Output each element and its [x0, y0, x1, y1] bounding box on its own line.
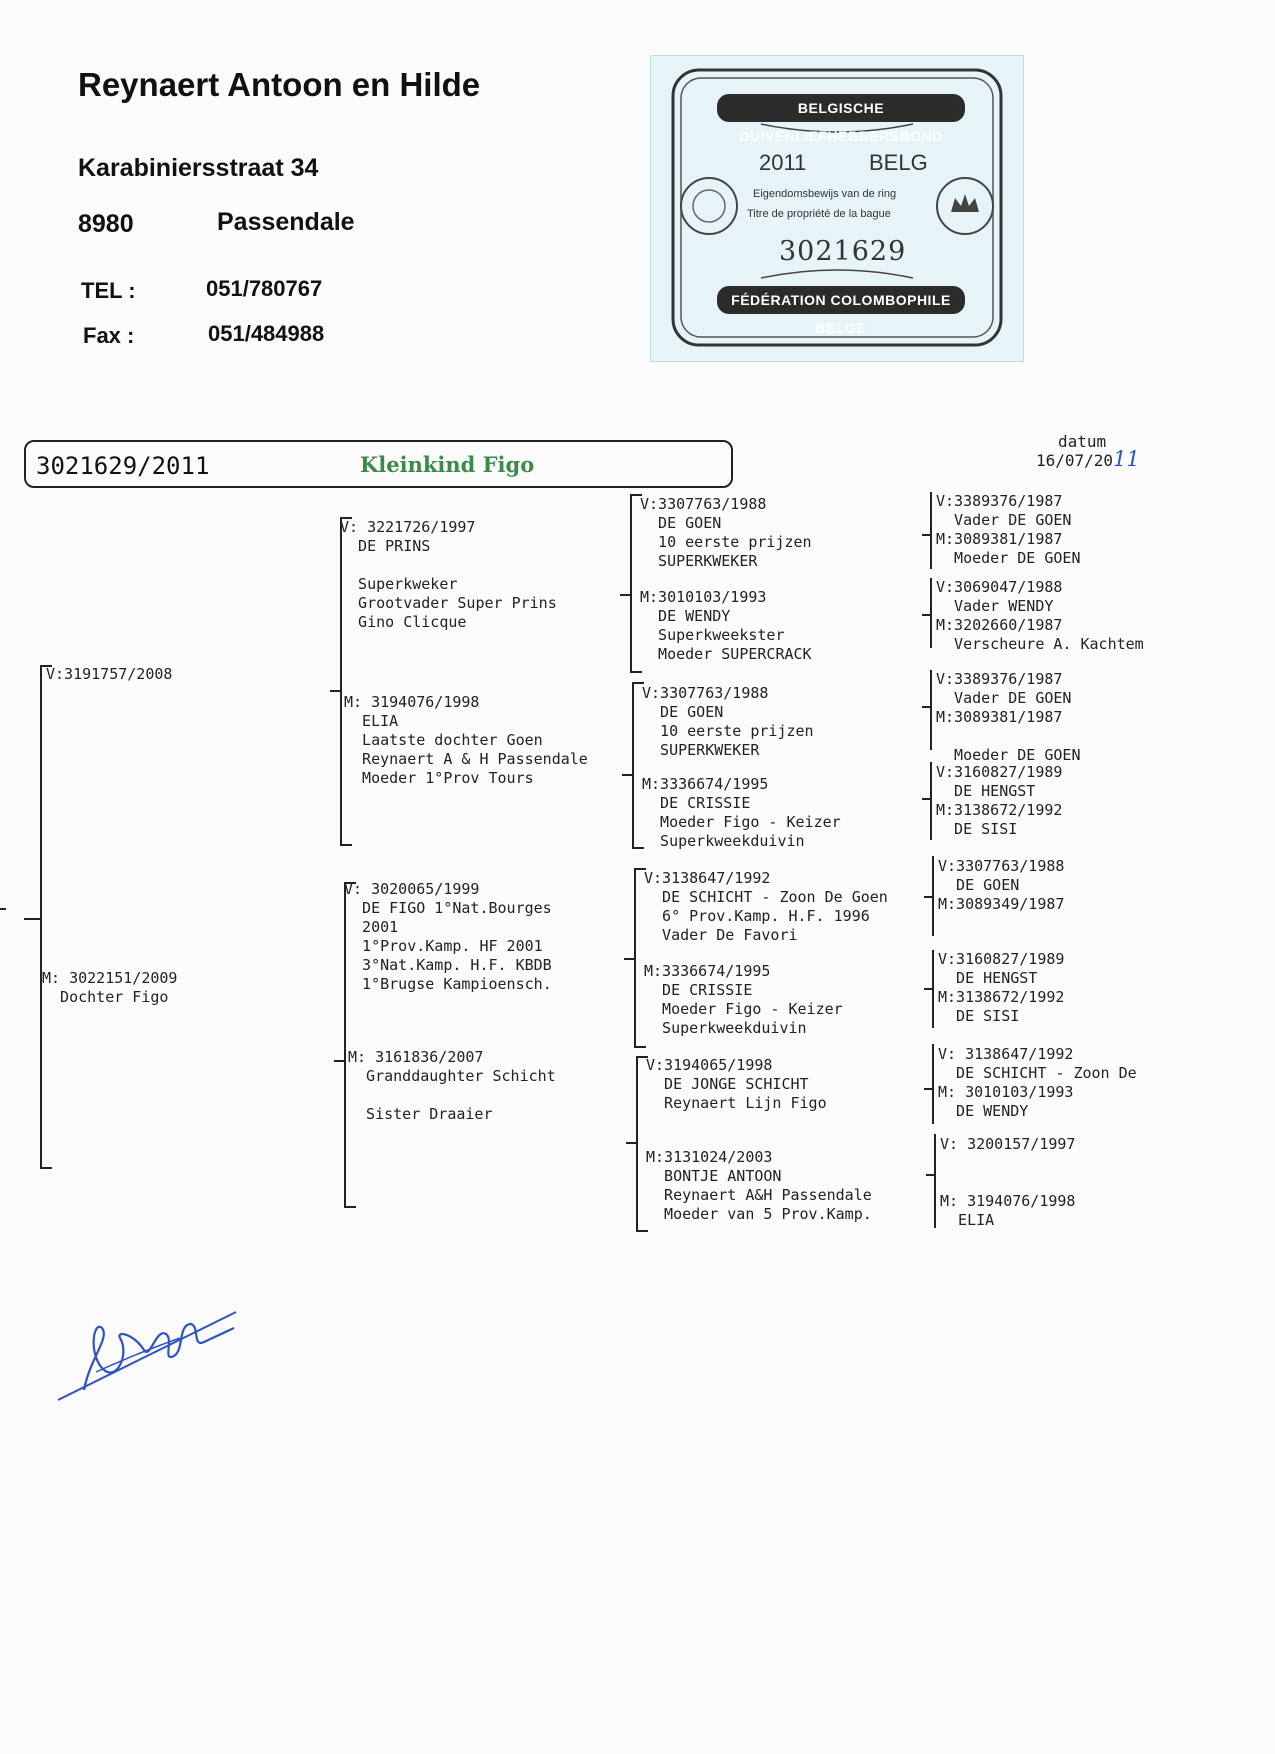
gen4-bar-6	[932, 950, 934, 1028]
gen4-group-6: V:3160827/1989 DE HENGST M:3138672/1992 DE SISI	[938, 950, 1065, 1025]
gen4-bar-4	[930, 762, 932, 840]
gen1-connector	[24, 918, 40, 920]
datum-handwritten-year: 11	[1113, 447, 1140, 471]
tel-number: 051/780767	[206, 276, 323, 301]
gen4-group-8: V: 3200157/1997 M: 3194076/1998 ELIA	[940, 1135, 1076, 1229]
gen3-mmm: M:3131024/2003 BONTJE ANTOON Reynaert A&H Passendale Moeder van 5 Prov.Kamp.	[646, 1148, 872, 1223]
stamp-ring-number: 3021629	[779, 236, 907, 267]
gen2-father-mother: M: 3194076/1998 ELIA Laatste dochter Goen Reynaert A & H Passendale Moeder 1°Prov Tours	[344, 693, 588, 787]
subject-tick	[0, 908, 6, 910]
datum-printed: 16/07/20	[1036, 451, 1114, 470]
gen2-mother-mother: M: 3161836/2007 Granddaughter Schicht Sister Draaier	[348, 1048, 556, 1123]
stamp-line-fr: Titre de propriété de la bague	[747, 208, 891, 220]
stamp-top-banner: BELGISCHE DUIVENLIEFHEBBERSBOND	[717, 94, 965, 122]
stamp-line-nl: Eigendomsbewijs van de ring	[753, 188, 897, 200]
gen3-connector-4	[626, 1142, 636, 1144]
ring-certificate-stamp	[650, 55, 1024, 362]
gen4-bar-1	[930, 492, 932, 569]
bird-ring-number: 3021629/2011	[36, 452, 210, 480]
tel-label: TEL :	[81, 278, 136, 303]
gen2-connector-bottom	[334, 1060, 344, 1062]
gen3-ffm: M:3010103/1993 DE WENDY Superkweekster Moeder SUPERCRACK	[640, 588, 812, 663]
gen4-bar-8	[934, 1134, 936, 1228]
gen4-bar-5	[932, 856, 934, 936]
owner-street: Karabiniersstraat 34	[78, 154, 319, 182]
gen4-group-7: V: 3138647/1992 DE SCHICHT - Zoon De M: 3010103/1993 DE WENDY	[938, 1045, 1137, 1120]
gen3-fmm: M:3336674/1995 DE CRISSIE Moeder Figo - Keizer Superkweekduivin	[642, 775, 841, 850]
gen3-fff: V:3307763/1988 DE GOEN 10 eerste prijzen SUPERKWEKER	[640, 495, 812, 570]
gen4-connector-5	[924, 896, 932, 898]
gen4-connector-1	[922, 534, 930, 536]
gen3-fmf: V:3307763/1988 DE GOEN 10 eerste prijzen SUPERKWEKER	[642, 684, 814, 759]
gen2-connector-top	[330, 690, 340, 692]
gen3-mff: V:3138647/1992 DE SCHICHT - Zoon De Goen 6° Prov.Kamp. H.F. 1996 Vader De Favori	[644, 869, 888, 944]
owner-postcode: 8980	[78, 210, 134, 238]
owner-city: Passendale	[217, 208, 355, 236]
gen4-group-1: V:3389376/1987 Vader DE GOEN M:3089381/1987 Moeder DE GOEN	[936, 492, 1081, 567]
gen4-connector-3	[922, 706, 930, 708]
gen4-connector-6	[924, 988, 932, 990]
gen4-connector-4	[922, 798, 930, 800]
stamp-year: 2011	[759, 150, 807, 175]
datum-label: datum	[1058, 432, 1107, 451]
fax-number: 051/484988	[208, 321, 325, 346]
stamp-bottom-banner: FÉDÉRATION COLOMBOPHILE BELGE	[717, 286, 965, 314]
gen4-group-3: V:3389376/1987 Vader DE GOEN M:3089381/1987 Moeder DE GOEN	[936, 670, 1081, 764]
gen4-group-4: V:3160827/1989 DE HENGST M:3138672/1992 DE SISI	[936, 763, 1063, 838]
fax-label: Fax :	[83, 323, 135, 348]
gen3-mfm: M:3336674/1995 DE CRISSIE Moeder Figo - Keizer Superkweekduivin	[644, 962, 843, 1037]
gen1-father: V:3191757/2008	[46, 665, 173, 683]
gen3-mmf: V:3194065/1998 DE JONGE SCHICHT Reynaert Lijn Figo	[646, 1056, 827, 1112]
bird-header-box	[24, 440, 733, 488]
gen4-group-5: V:3307763/1988 DE GOEN M:3089349/1987	[938, 857, 1065, 913]
stamp-country: BELG	[869, 150, 928, 175]
gen1-mother: M: 3022151/2009 Dochter Figo	[42, 969, 178, 1006]
gen2-father-father: V: 3221726/1997 DE PRINS Superkweker Grootvader Super Prins Gino Clicque	[340, 518, 557, 631]
owner-name: Reynaert Antoon en Hilde	[78, 66, 481, 103]
gen2-mother-father: V: 3020065/1999 DE FIGO 1°Nat.Bourges 2001 1°Prov.Kamp. HF 2001 3°Nat.Kamp. H.F. KBDB 1°Brugse Kampioensch.	[344, 880, 552, 993]
gen3-connector-2	[622, 774, 632, 776]
gen4-bar-3	[930, 670, 932, 750]
gen4-connector-8	[926, 1174, 934, 1176]
gen3-connector-3	[624, 958, 634, 960]
bird-name: Kleinkind Figo	[360, 452, 535, 477]
datum-value	[1036, 447, 1140, 471]
gen4-bar-2	[930, 578, 932, 648]
gen4-connector-2	[922, 614, 930, 616]
gen4-connector-7	[924, 1088, 932, 1090]
gen3-connector-1	[620, 594, 630, 596]
gen4-group-2: V:3069047/1988 Vader WENDY M:3202660/1987 Verscheure A. Kachtem	[936, 578, 1144, 653]
gen4-bar-7	[932, 1044, 934, 1124]
gen1-bracket	[40, 665, 52, 1169]
handwritten-signature	[50, 1268, 250, 1408]
